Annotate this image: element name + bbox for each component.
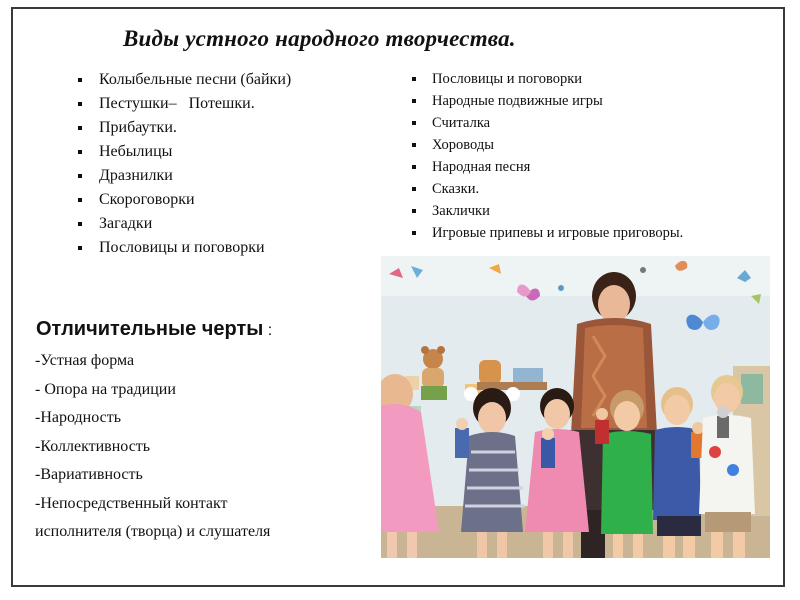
list-item: Пословицы и поговорки [76,236,291,260]
classroom-photo [381,256,770,558]
list-item: Небылицы [76,140,291,164]
feature-item: -Народность [35,409,122,426]
slide-title: Виды устного народного творчества. [123,26,516,51]
features-heading-colon: : [263,322,273,339]
list-item: Дразнилки [76,164,291,188]
feature-item: исполнителя (творца) и слушателя [35,523,271,540]
list-item: Колыбельные песни (байки) [76,68,291,92]
list-item: Пословицы и поговорки [410,68,683,90]
features-list [35,347,270,547]
feature-item: -Устная форма [35,352,135,369]
features-heading [36,318,272,341]
genre-list-left [76,68,291,260]
list-item: Хороводы [410,134,683,156]
list-item: Народные подвижные игры [410,90,683,112]
genre-list-right [410,68,683,244]
list-item: Игровые припевы и игровые приговоры. [410,222,683,244]
features-heading-text: Отличительные черты [36,318,264,340]
list-item: Считалка [410,112,683,134]
feature-item: -Коллективность [35,437,151,455]
list-item: Прибаутки. [76,116,291,140]
list-item: Пестушки– Потешки. [76,92,291,116]
list-item: Народная песня [410,156,683,178]
feature-item: -Вариативность [35,466,143,483]
feature-item: - Опора на традиции [35,380,176,398]
list-item: Сказки. [410,178,683,200]
list-item: Заклички [410,200,683,222]
feature-item: -Непосредственный контакт [35,494,228,512]
list-item: Скороговорки [76,188,291,212]
list-item: Загадки [76,212,291,236]
